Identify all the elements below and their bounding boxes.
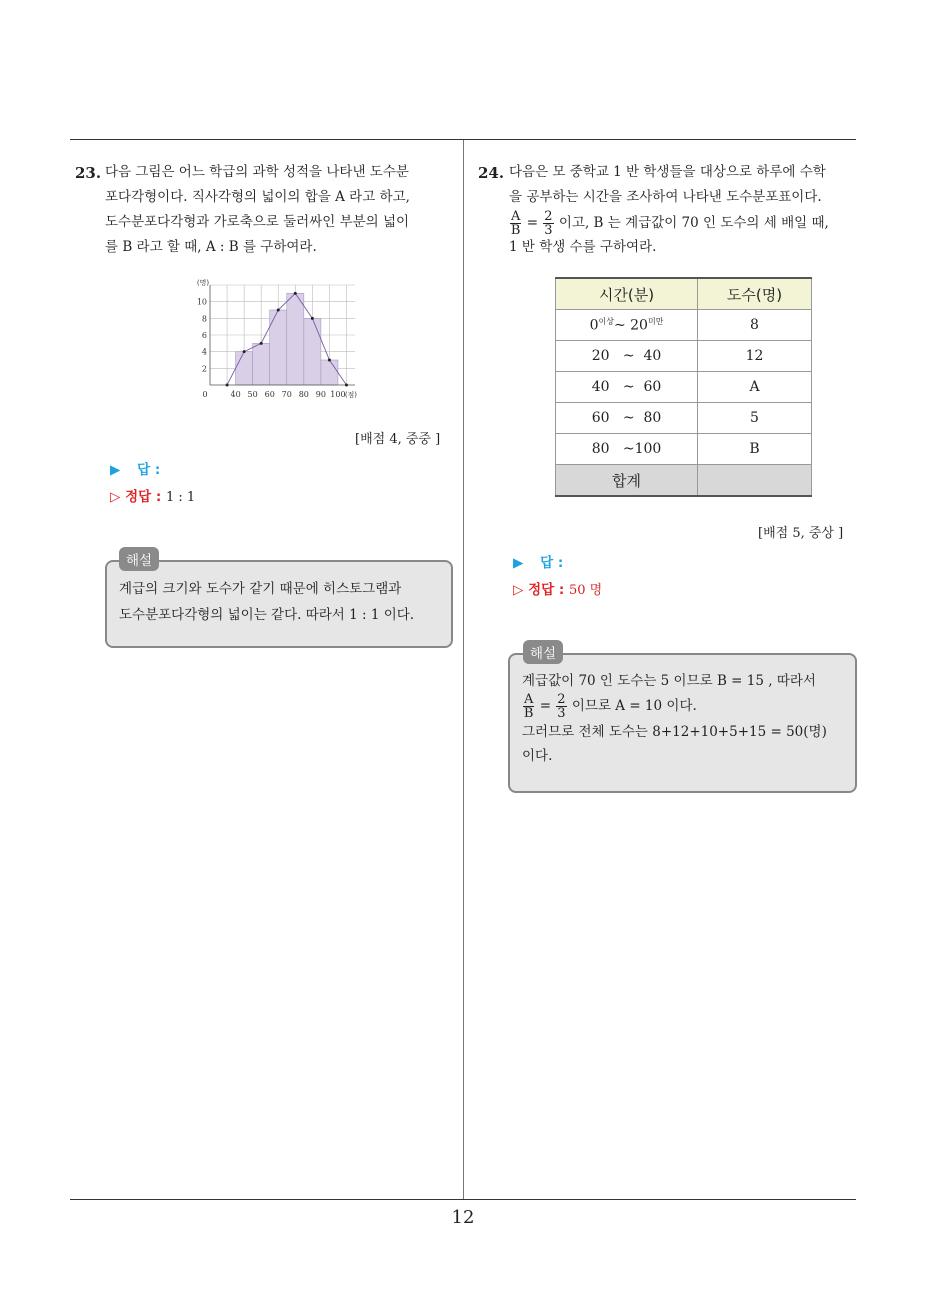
q23-line1: 다음 그림은 어느 학급의 과학 성적을 나타낸 도수분	[105, 164, 409, 180]
polygon-point	[260, 342, 263, 345]
q24-points: [배점 5, 중상 ]	[758, 526, 844, 541]
polygon-point	[294, 292, 297, 295]
q23-points: [배점 4, 중중 ]	[355, 432, 441, 447]
q24-explain-fraction-23: $\frac{2}{3}$	[557, 692, 566, 721]
q23-correct-line	[110, 485, 195, 505]
histogram-bar	[253, 343, 270, 385]
q24-correct-line	[513, 578, 602, 598]
table-cell-freq: A	[698, 372, 812, 403]
table-header-row	[556, 278, 812, 310]
play-arrow-icon: ▶	[513, 555, 524, 571]
x-tick-label: 40	[230, 390, 241, 399]
table-cell-range: 80 ~100	[556, 434, 698, 465]
q24-line4: 1 반 학생 수를 구하여라.	[509, 239, 657, 255]
q24-explanation-box	[508, 653, 857, 793]
q23-explain-tag: 해설	[119, 547, 159, 571]
q24-fraction-ab: $\frac{A}{B}$	[510, 209, 521, 238]
histogram-bar	[236, 352, 253, 385]
page-number: 12	[451, 1207, 475, 1228]
q24-line3-rest: 이고, B 는 계급값이 70 인 도수의 세 배일 때,	[558, 215, 829, 231]
q23-line3: 도수분포다각형과 가로축으로 둘러싸인 부분의 넓이	[105, 214, 410, 230]
q24-explain-line4: 이다.	[522, 748, 553, 764]
x-tick-label: 90	[315, 390, 326, 399]
table-row	[556, 341, 812, 372]
histogram-bar	[287, 293, 304, 385]
x-tick-label: 50	[247, 390, 258, 399]
table-total-row	[556, 465, 812, 497]
q24-line2: 을 공부하는 시간을 조사하여 나타낸 도수분포표이다.	[509, 189, 822, 205]
q24-fraction-23: $\frac{2}{3}$	[544, 209, 553, 238]
q23-line2: 포다각형이다. 직사각형의 넓이의 합을 A 라고 하고,	[105, 189, 410, 205]
q24-line3: $\frac{A}{B}$ = $\frac{2}{3}$ 이고, B 는 계급값이 70 인 도수의 세 배일 때,	[510, 209, 829, 238]
q23-explain-line1: 계급의 크기와 도수가 같기 때문에 히스토그램과	[119, 581, 402, 597]
q23-correct-value: 1 : 1	[165, 490, 196, 505]
x-tick-label: 70	[281, 390, 292, 399]
histogram-bar	[321, 360, 338, 385]
table-cell-range: 20 ~ 40	[556, 341, 698, 372]
hollow-triangle-icon: ▷	[513, 582, 524, 598]
table-row	[556, 310, 812, 341]
q24-line1: 다음은 모 중학교 1 반 학생들을 대상으로 하루에 수학	[509, 164, 826, 180]
q24-answer-label: 답 :	[540, 555, 564, 571]
polygon-point	[345, 384, 348, 387]
q23-answer-line	[110, 458, 160, 478]
y-tick-label: 8	[201, 314, 207, 324]
hollow-triangle-icon: ▷	[110, 489, 121, 505]
table-row	[556, 372, 812, 403]
q24-number: 24.	[478, 164, 505, 182]
table-header-freq: 도수(명)	[698, 278, 812, 310]
table-cell-freq: B	[698, 434, 812, 465]
x-tick-label: 60	[264, 390, 275, 399]
q24-explain-line1: 계급값이 70 인 도수는 5 이므로 B = 15 , 따라서	[522, 673, 816, 689]
q24-explain-fraction-ab: $\frac{A}{B}$	[523, 692, 534, 721]
x-tick-label: 80	[298, 390, 309, 399]
q23-text	[105, 160, 460, 260]
q24-explain-tag: 해설	[523, 640, 563, 664]
x-axis-label: (점)	[344, 391, 358, 399]
histogram-bar	[304, 318, 321, 385]
q24-frequency-table	[555, 277, 812, 497]
q24-correct-label: 정답 :	[528, 582, 565, 598]
table-total-label: 합계	[556, 465, 698, 497]
table-cell-freq: 12	[698, 341, 812, 372]
y-tick-label: 6	[201, 331, 207, 340]
polygon-point	[277, 309, 280, 312]
y-tick-label: 10	[196, 297, 207, 307]
table-total-value	[698, 465, 812, 497]
q23-line4: 를 B 라고 할 때, A : B 를 구하여라.	[105, 239, 317, 255]
q23-correct-label: 정답 :	[125, 489, 162, 505]
q23-explanation-box	[105, 560, 453, 648]
q24-explain-line2: $\frac{A}{B}$ = $\frac{2}{3}$ 이므로 A = 10 이다.	[523, 692, 697, 721]
polygon-point	[311, 317, 314, 320]
y-tick-label: 2	[201, 364, 207, 374]
y-tick-label: 4	[201, 347, 207, 357]
q23-number: 23.	[75, 164, 102, 182]
table-row	[556, 434, 812, 465]
q23-frequency-polygon-chart	[195, 275, 370, 405]
bottom-rule	[70, 1199, 856, 1200]
q24-text	[509, 160, 864, 257]
table-header-time: 시간(분)	[556, 278, 698, 310]
q24-answer-line	[513, 551, 563, 571]
polygon-point	[226, 384, 229, 387]
x-tick-label: 0	[202, 390, 208, 399]
q24-correct-value: 50 명	[568, 583, 603, 598]
q23-answer-label: 답 :	[137, 462, 161, 478]
q24-explain-line3: 그러므로 전체 도수는 8+12+10+5+15 = 50(명)	[522, 724, 827, 740]
table-cell-range: $0^{이상}\sim$ $20^{미만}$	[556, 310, 698, 341]
q23-explain-line2: 도수분포다각형의 넓이는 같다. 따라서 1 : 1 이다.	[119, 607, 415, 623]
polygon-point	[328, 359, 331, 362]
table-cell-freq: 8	[698, 310, 812, 341]
x-tick-label: 100	[330, 390, 346, 399]
table-cell-range: 40 ~ 60	[556, 372, 698, 403]
y-axis-label: (명)	[196, 279, 210, 287]
table-cell-freq: 5	[698, 403, 812, 434]
column-divider	[463, 140, 464, 1200]
play-arrow-icon: ▶	[110, 462, 121, 478]
table-cell-range: 60 ~ 80	[556, 403, 698, 434]
table-row	[556, 403, 812, 434]
polygon-point	[243, 350, 246, 353]
